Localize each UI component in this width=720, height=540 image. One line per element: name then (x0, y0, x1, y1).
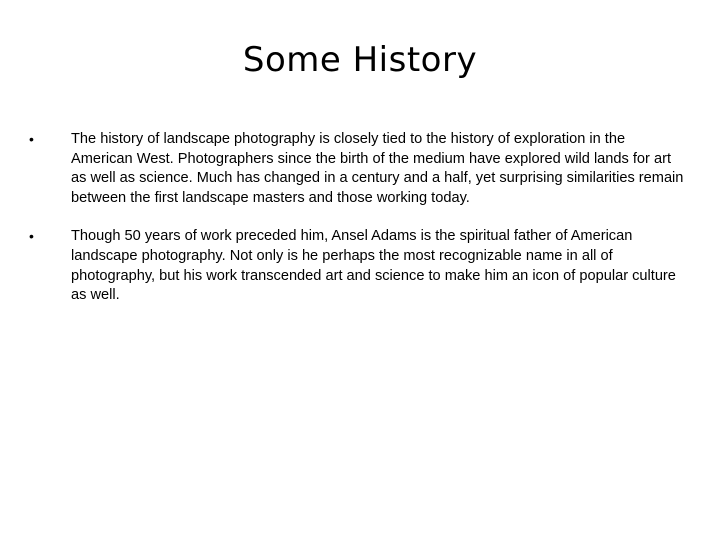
bullet-list (29, 130, 689, 325)
bullet-item (29, 227, 689, 305)
slide-title: Some History (242, 40, 478, 80)
bullet-icon: • (29, 131, 34, 147)
bullet-text: Though 50 years of work preceded him, Ansel Adams is the spiritual father of American landscape photography. Not only is he perhaps the most recognizable name in all of photography, but his work transcended art and science to make him an icon of popular culture as well. (71, 228, 676, 304)
bullet-text: The history of landscape photography is closely tied to the history of exploration in the American West. Photographers since the birth of the medium have explored wild lands for art as well as science. Much has changed in a century and a half, yet surprising similarities remain between the first landscape masters and those working today. (71, 131, 684, 206)
bullet-item (29, 130, 689, 208)
bullet-icon: • (29, 228, 34, 245)
